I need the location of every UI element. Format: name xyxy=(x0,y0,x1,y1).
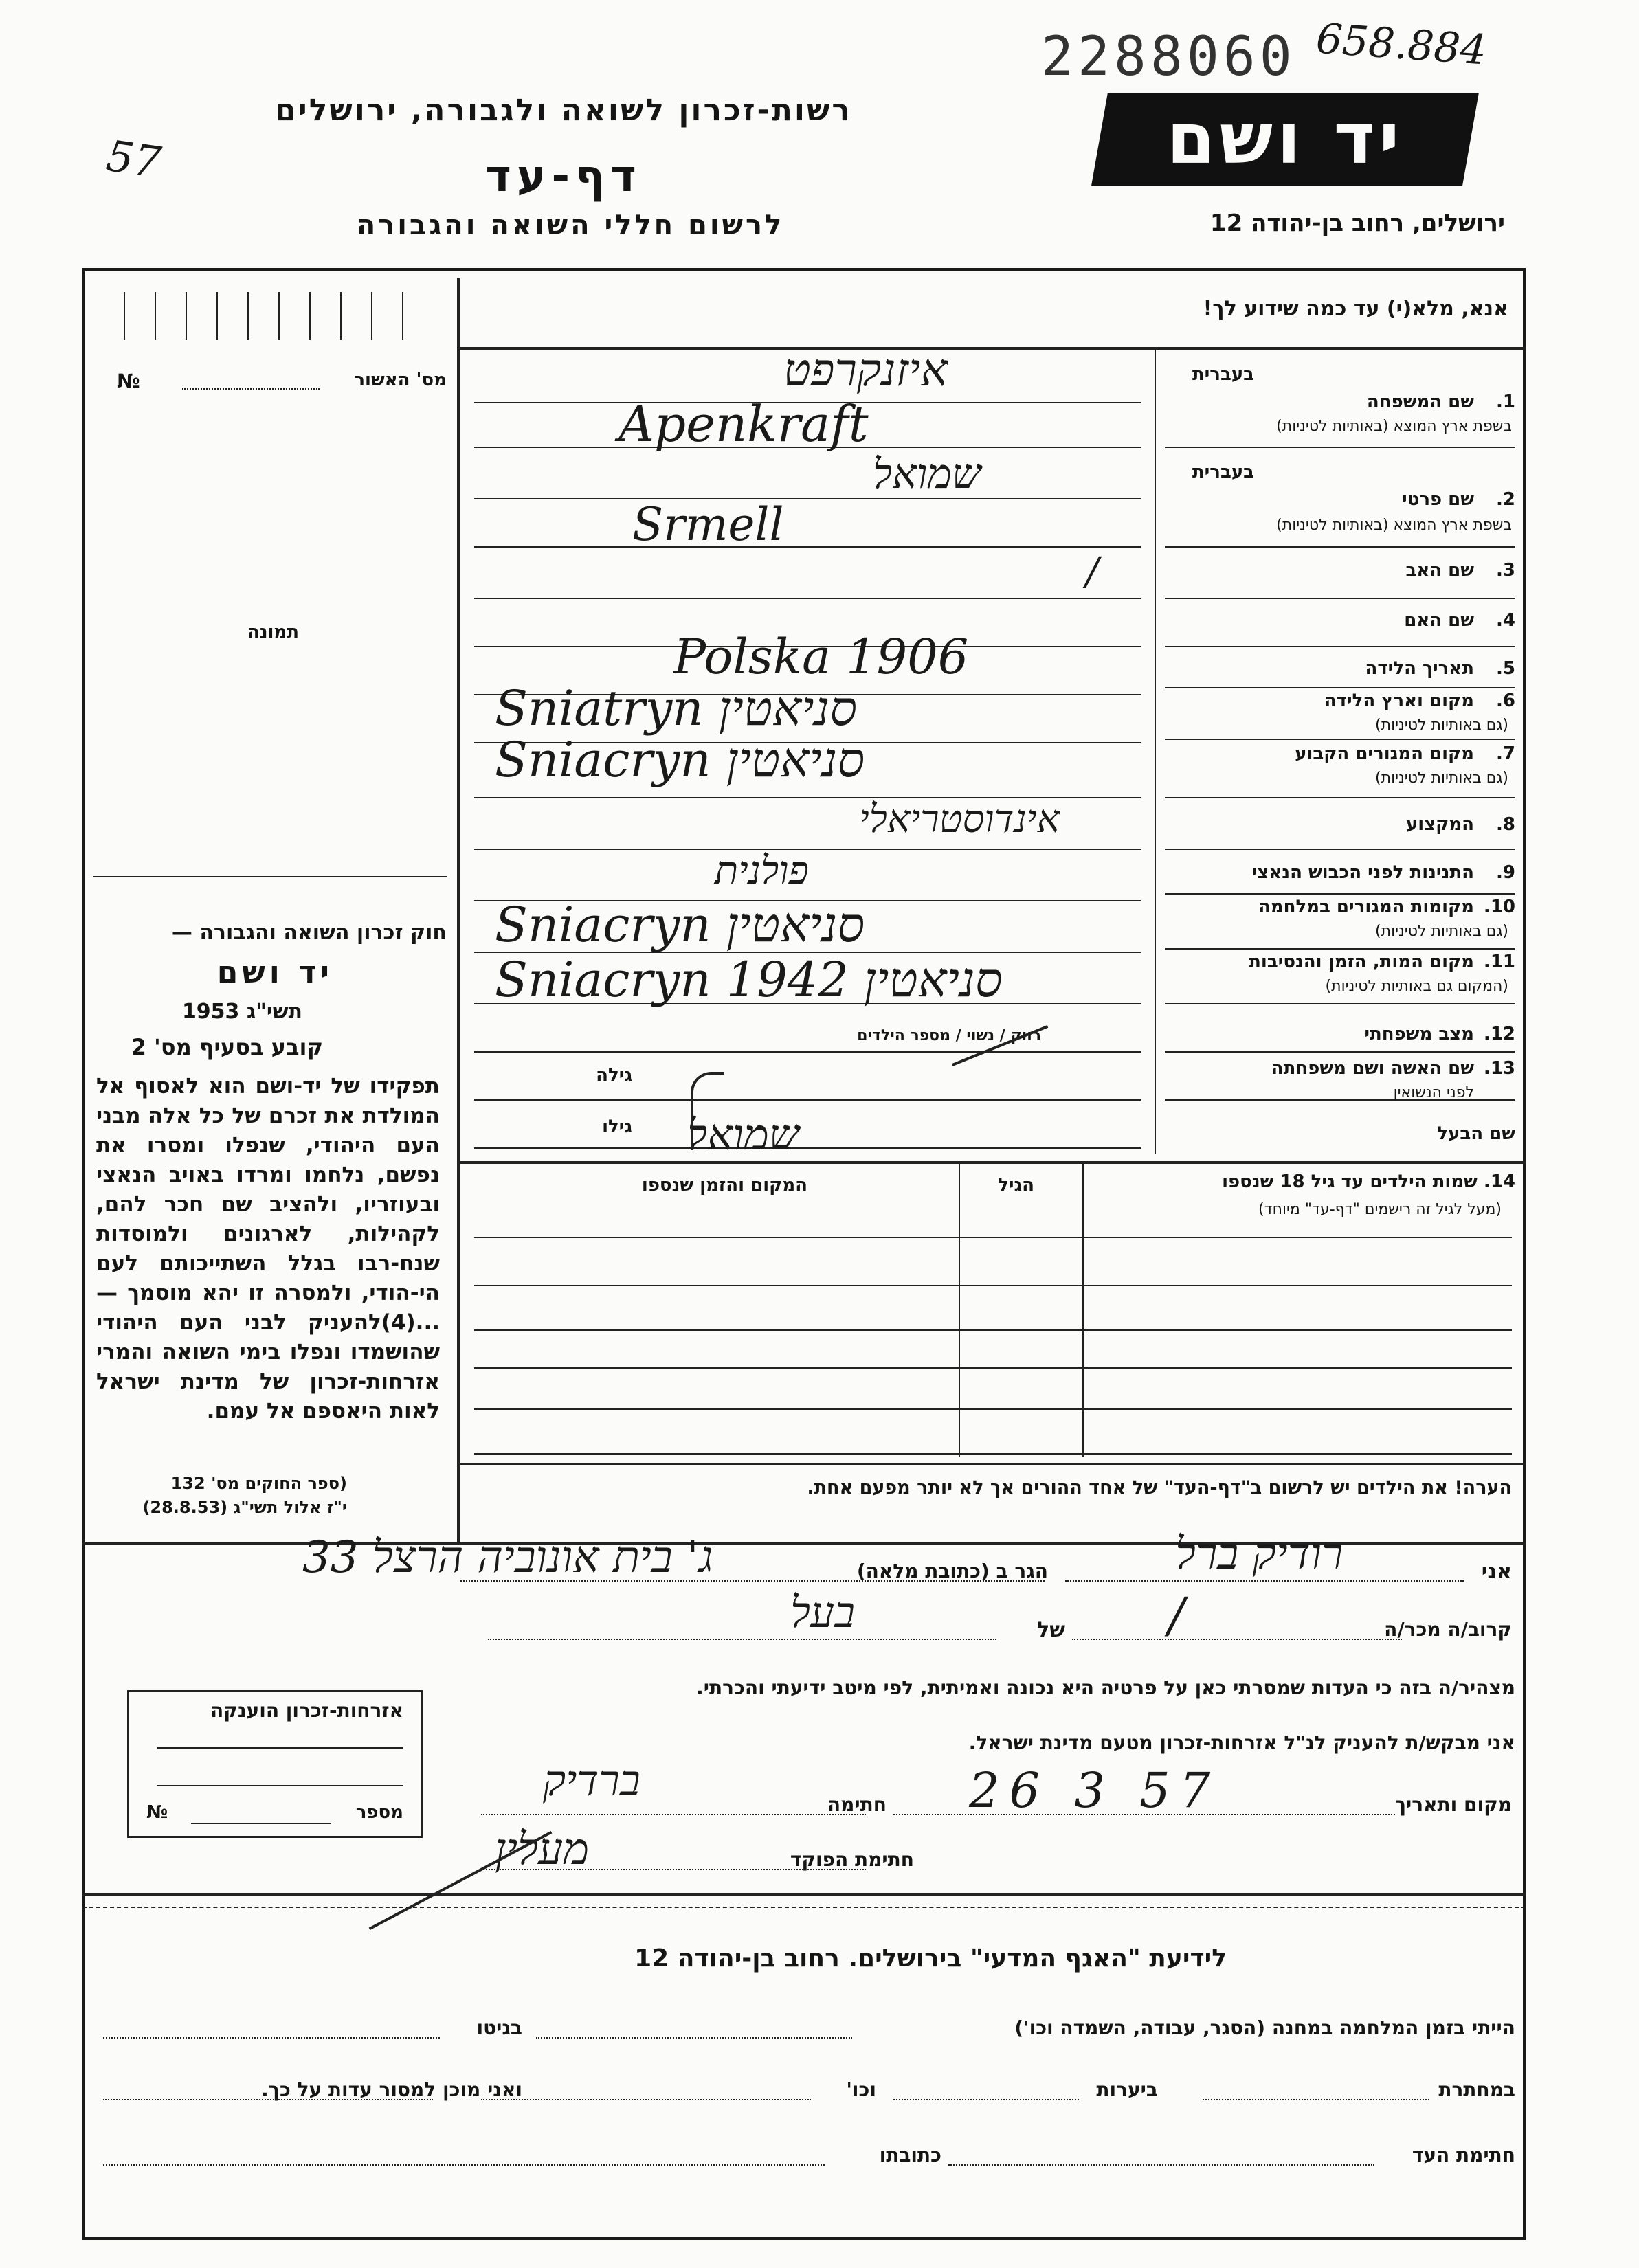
latin-hint-1: בשפת ארץ המוצא (באותיות לטיניות) xyxy=(1276,418,1512,435)
field-num-9: 9. xyxy=(1496,862,1515,883)
i-label: אני xyxy=(1481,1560,1512,1584)
citizenship-title: אזרחות-זכרון הוענקה xyxy=(210,1699,403,1722)
field-label-mother: שם האם xyxy=(1404,610,1474,631)
citizenship-number-sign: № xyxy=(146,1802,168,1823)
hw-wartime-residence: Sniacryn סניאטין xyxy=(495,897,865,953)
hw-surname-latin: Apenkraft xyxy=(618,395,869,453)
footer-ready: ואני מוכן למסור עדות על כך. xyxy=(261,2078,522,2101)
age-female-label: גילה xyxy=(596,1065,632,1086)
field-num-6: 6. xyxy=(1496,690,1515,711)
age-column-header: הגיל xyxy=(998,1175,1034,1195)
field-label-marital: מצב משפחתי xyxy=(1364,1024,1474,1044)
approval-label: מס' האשור xyxy=(354,370,447,390)
children-sub: (מעל לגיל זה רישמים "דף-עד" מיוחד) xyxy=(1258,1201,1502,1218)
field-label-birth-date: תאריך הלידה xyxy=(1365,658,1474,679)
hw-surname-hebrew: איזנקרפט xyxy=(783,344,948,396)
relation-label: קרוב/ה מכר/ה xyxy=(1384,1618,1512,1641)
law-reference-2: י"ז אלול תשי"ג (28.8.53) xyxy=(142,1498,347,1517)
certify-text: מצהיר/ה בזה כי העדות שמסרתי כאן על פרטיה היא נכונה ואמיתית, לפי מיטב ידיעתי והכרתי. xyxy=(696,1676,1515,1699)
footer-ghetto: בגיטו xyxy=(476,2017,522,2039)
citizenship-box xyxy=(127,1690,423,1838)
footer-underground: במחתרת xyxy=(1438,2078,1515,2101)
approval-number-sign: № xyxy=(117,370,140,392)
of-label: של xyxy=(1037,1618,1065,1642)
barcode-marks xyxy=(124,292,412,347)
law-year: תשי"ג 1953 xyxy=(181,1000,302,1024)
place-date-label: מקום ותאריך xyxy=(1394,1793,1512,1816)
field-label-birthplace: מקום וארץ הלידה xyxy=(1324,690,1474,711)
form-title: דף-עד xyxy=(485,151,642,202)
signature-label: חתימה xyxy=(827,1793,887,1816)
label-column-divider xyxy=(1155,347,1156,1154)
residing-label: הגר ב (כתובת מלאה) xyxy=(856,1560,1048,1582)
citizenship-number-label: מספר xyxy=(355,1802,403,1823)
photo-label: תמונה xyxy=(247,622,299,642)
footer-witness-signature: חתימת העד xyxy=(1412,2144,1515,2166)
age-male-label: גילו xyxy=(602,1116,632,1137)
field-num-4: 4. xyxy=(1496,610,1515,631)
hw-profession: אינדוסטריאלי xyxy=(859,797,1060,842)
hebrew-label-2: בעברית xyxy=(1192,462,1254,482)
footer-info-line: לידיעת "האגף המדעי" בירושלים. רחוב בן-יהודה 12 xyxy=(634,1944,1227,1973)
law-section: קובע בסעיף מס' 2 xyxy=(131,1034,323,1060)
hebrew-label-1: בעברית xyxy=(1192,364,1254,385)
hw-relation-mark: / xyxy=(1168,1587,1185,1643)
instruction-text: אנא, מלא(י) עד כמה שידוע לך! xyxy=(1203,297,1508,321)
field-num-13: 13. xyxy=(1483,1058,1515,1079)
field-label-father: שם האב xyxy=(1405,560,1474,581)
law-title: חוק זכרון השואה והגבורה — xyxy=(171,921,447,945)
field-label-husband: שם הבעל xyxy=(1437,1123,1515,1144)
yad-vashem-logo xyxy=(1091,93,1479,186)
hw-residence: Sniacryn סניאטין xyxy=(495,732,865,788)
field-sub-wife: לפני הנשואין xyxy=(1393,1084,1474,1101)
field-sub-wartime: (גם באותיות לטיניות) xyxy=(1375,923,1508,940)
hw-given-hebrew: שמואל xyxy=(873,450,981,498)
hw-date: 26 3 57 xyxy=(969,1762,1220,1819)
place-column-header: המקום והזמן שנספו xyxy=(641,1175,807,1195)
hw-relation: בעל xyxy=(790,1587,855,1637)
field-label-given-name: שם פרטי xyxy=(1402,489,1474,510)
field-sub-death: (המקום גם באותיות לטיניות) xyxy=(1325,978,1508,995)
latin-hint-2: בשפת ארץ המוצא (באותיות לטיניות) xyxy=(1276,517,1512,534)
children-label: 14. שמות הילדים עד גיל 18 שנספו xyxy=(1222,1171,1515,1192)
marital-options: רווק / נשוי / מספר הילדים xyxy=(857,1027,1041,1044)
field-num-8: 8. xyxy=(1496,814,1515,835)
approval-field xyxy=(182,388,320,390)
table-col-divider-2 xyxy=(959,1161,960,1457)
field-label-death: מקום המות, הזמן והנסיבות xyxy=(1249,952,1474,972)
header-address: ירושלים, רחוב בן-יהודה 12 xyxy=(1209,210,1505,237)
hw-death: Sniacryn סניאטין 1942 xyxy=(495,952,1003,1008)
field-label-surname: שם המשפחה xyxy=(1366,392,1474,412)
field-num-1: 1. xyxy=(1496,392,1515,412)
field-num-5: 5. xyxy=(1496,658,1515,679)
serial-number: 2288060 xyxy=(1041,26,1296,88)
hw-husband: שמואל xyxy=(687,1110,799,1160)
form-subtitle: לרשום חללי השואה והגבורה xyxy=(356,210,785,241)
field-num-10: 10. xyxy=(1483,897,1515,917)
hw-given-latin: Srmell xyxy=(632,498,784,551)
children-note: הערה! את הילדים יש לרשום ב"דף-העד" של אחד ההורים אך לא יותר מפעם אחת. xyxy=(807,1477,1512,1498)
hw-father-mark: / xyxy=(1086,550,1099,594)
field-label-wife: שם האשה ושם משפחתה xyxy=(1271,1058,1474,1079)
sidebar-divider xyxy=(457,278,460,1542)
field-label-residence: מקום המגורים הקבוע xyxy=(1295,743,1474,764)
field-label-wartime-residence: מקומות המגורים במלחמה xyxy=(1258,897,1474,917)
field-sub-birthplace: (גם באותיות לטיניות) xyxy=(1375,717,1508,734)
request-text: אני מבקש/ת להעניק לנ"ל אזרחות-זכרון מטעם מדינת ישראל. xyxy=(968,1731,1515,1754)
field-label-pre-war: התנינות לפני הכבוש הנאצי xyxy=(1251,862,1474,883)
hw-pre-war: פולנית xyxy=(715,849,809,893)
field-num-12: 12. xyxy=(1483,1024,1515,1044)
footer-forests: ביערות xyxy=(1096,2078,1158,2101)
handwritten-page-number: 57 xyxy=(103,130,164,188)
field-label-profession: המקצוע xyxy=(1405,814,1474,835)
hw-witness-address: ג' בית אונוביה הרצל 33 xyxy=(302,1532,713,1583)
hw-witness-name: רודיק ברל xyxy=(1175,1529,1343,1580)
hw-signature: ברדיק xyxy=(543,1755,640,1806)
law-reference-1: (ספר החוקים מס' 132 xyxy=(170,1474,347,1493)
authority-name: רשות-זכרון לשואה ולגבורה, ירושלים xyxy=(275,93,852,128)
hw-officer-signature: מעלין xyxy=(495,1824,590,1875)
field-num-7: 7. xyxy=(1496,743,1515,764)
officer-signature-label: חתימת הפוקד xyxy=(790,1848,914,1871)
logo-text: יד ושם xyxy=(1166,98,1404,180)
footer-etc: וכו' xyxy=(846,2078,876,2101)
sidebar-yad-vashem: יד ושם xyxy=(216,955,333,990)
handwritten-reference: 658.884 xyxy=(1314,14,1489,75)
hw-birth-date: Polska 1906 xyxy=(673,629,969,685)
law-body: תפקידו של יד-ושם הוא לאסוף אל המולדת את זכרם של כל אלה מבני העם היהודי, שנפלו ומסרו את נפשם, נלחמו ומרדו באויב הנאצי ובעוזריו, ולהציב שם חכר להם, לקהילות, לארגונים ולמוסדות שנח-רבו בגלל השתייכותם לעם הי-הודי, ולמסרה זו יהא מוסמך — ...(4)להעניק לבני העם היהודי שהושמדו ונפלו בימי השואה והמרי אזרחות-זכרון של מדינת ישראל לאות היאספם אל עמם. xyxy=(96,1074,440,1424)
footer-camp: הייתי בזמן המלחמה במחנה (הסגר, עבודה, השמדה וכו') xyxy=(1014,2017,1515,2039)
field-num-11: 11. xyxy=(1483,952,1515,972)
hw-bracket-mark xyxy=(691,1072,724,1150)
table-col-divider-1 xyxy=(1082,1161,1084,1457)
field-num-3: 3. xyxy=(1496,560,1515,581)
hw-birthplace: Sniatryn סניאטין xyxy=(495,680,858,737)
field-num-2: 2. xyxy=(1496,489,1515,510)
field-sub-residence: (גם באותיות לטיניות) xyxy=(1375,770,1508,787)
footer-address: כתובתו xyxy=(879,2144,941,2166)
